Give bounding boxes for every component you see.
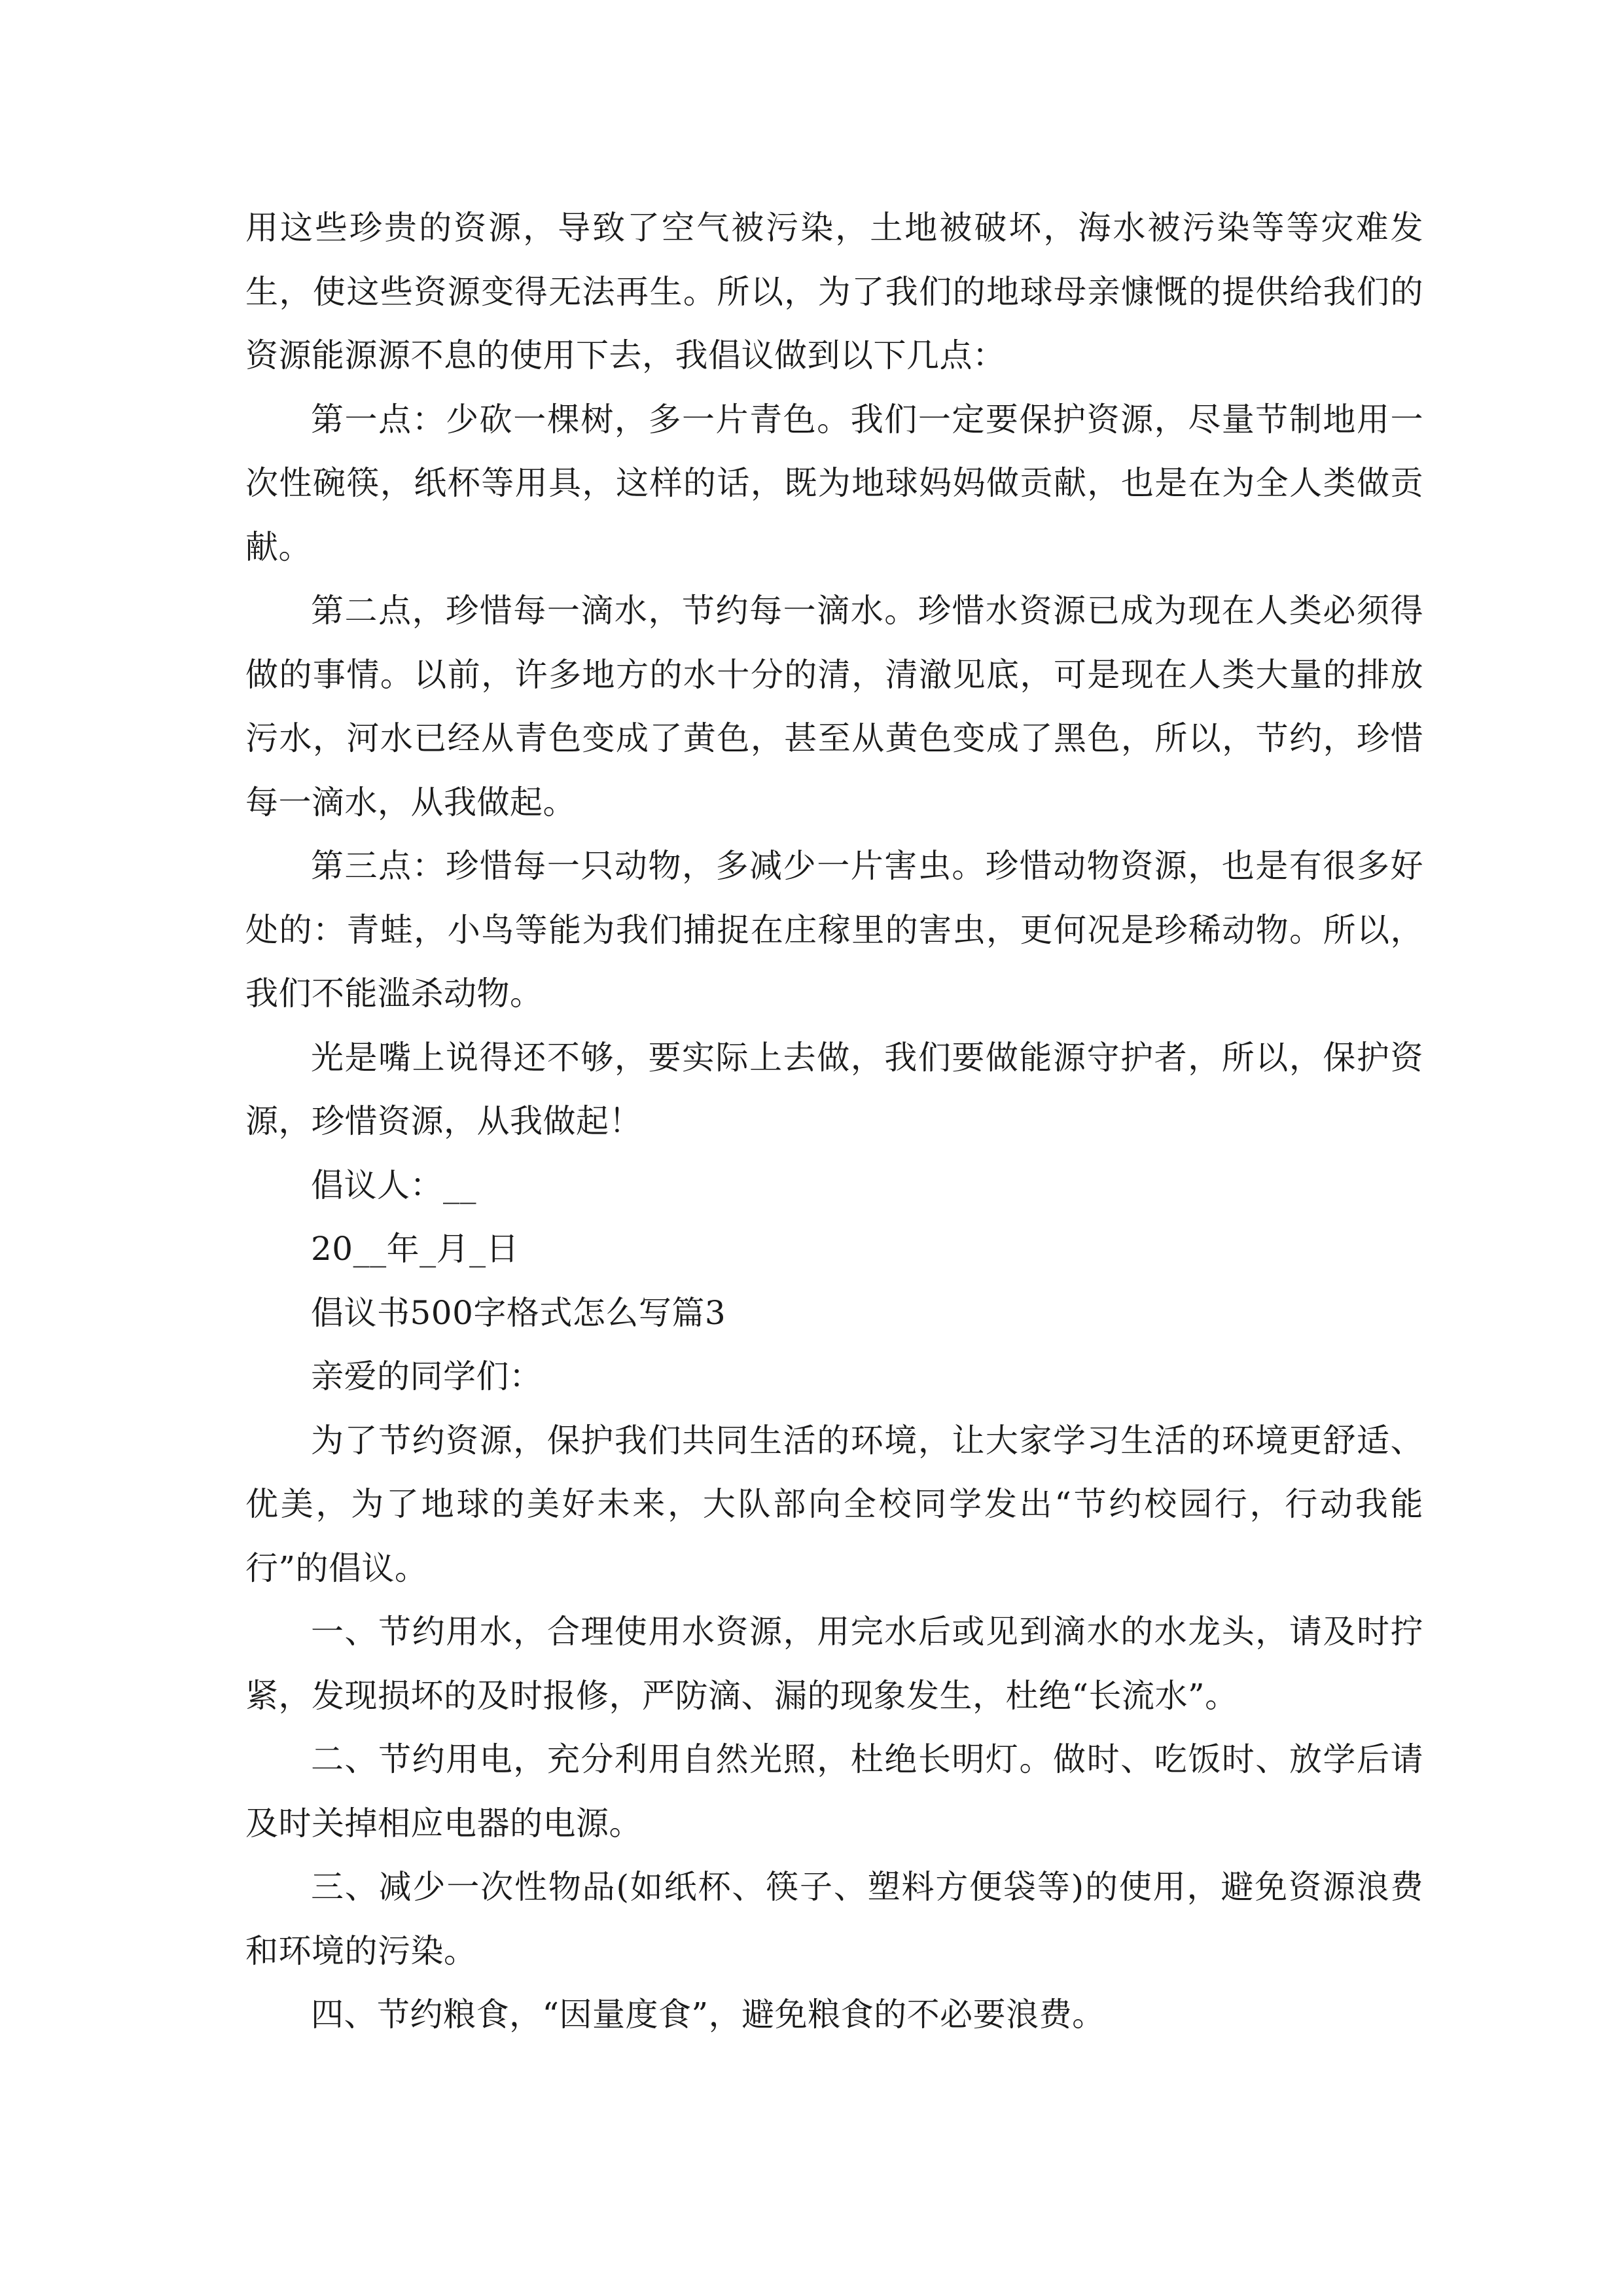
document-body bbox=[245, 196, 1423, 2047]
paragraph-point-three: 第三点：珍惜每一只动物，多减少一片害虫。珍惜动物资源，也是有很多好处的：青蛙，小鸟等能为我们捕捉在庄稼里的害虫，更何况是珍稀动物。所以，我们不能滥杀动物。 bbox=[245, 847, 1423, 1013]
salutation: 亲爱的同学们： bbox=[311, 1357, 543, 1395]
paragraph-item-three: 三、减少一次性物品(如纸杯、筷子、塑料方便袋等)的使用，避免资源浪费和环境的污染。 bbox=[245, 1868, 1423, 1970]
paragraph-proposal-intro: 为了节约资源，保护我们共同生活的环境，让大家学习生活的环境更舒适、优美，为了地球的美好未来，大队部向全校同学发出“节约校园行，行动我能行”的倡议。 bbox=[245, 1421, 1423, 1587]
paragraph-point-one: 第一点：少砍一棵树，多一片青色。我们一定要保护资源，尽量节制地用一次性碗筷，纸杯等用具，这样的话，既为地球妈妈做贡献，也是在为全人类做贡献。 bbox=[245, 400, 1423, 566]
paragraph-item-four: 四、节约粮食，“因量度食”，避免粮食的不必要浪费。 bbox=[311, 1996, 1105, 2034]
paragraph-item-two: 二、节约用电，充分利用自然光照，杜绝长明灯。做时、吃饭时、放学后请及时关掉相应电器的电源。 bbox=[245, 1740, 1423, 1842]
paragraph-point-two: 第二点，珍惜每一滴水，节约每一滴水。珍惜水资源已成为现在人类必须得做的事情。以前，许多地方的水十分的清，清澈见底，可是现在人类大量的排放污水，河水已经从青色变成了黄色，甚至从黄色变成了黑色，所以，节约，珍惜每一滴水，从我做起。 bbox=[245, 592, 1423, 821]
paragraph-conclusion: 光是嘴上说得还不够，要实际上去做，我们要做能源守护者，所以，保护资源，珍惜资源，从我做起！ bbox=[245, 1038, 1423, 1140]
signature-date: 20__年_月_日 bbox=[311, 1230, 520, 1268]
paragraph-item-one: 一、节约用水，合理使用水资源，用完水后或见到滴水的水龙头，请及时拧紧，发现损坏的及时报修，严防滴、漏的现象发生，杜绝“长流水”。 bbox=[245, 1613, 1423, 1715]
paragraph-intro-continuation: 用这些珍贵的资源，导致了空气被污染，土地被破坏，海水被污染等等灾难发生，使这些资源变得无法再生。所以，为了我们的地球母亲慷慨的提供给我们的资源能源源不息的使用下去，我倡议做到以下几点： bbox=[245, 209, 1423, 374]
signature-proposer: 倡议人：__ bbox=[311, 1166, 476, 1204]
section-heading: 倡议书500字格式怎么写篇3 bbox=[311, 1293, 726, 1332]
